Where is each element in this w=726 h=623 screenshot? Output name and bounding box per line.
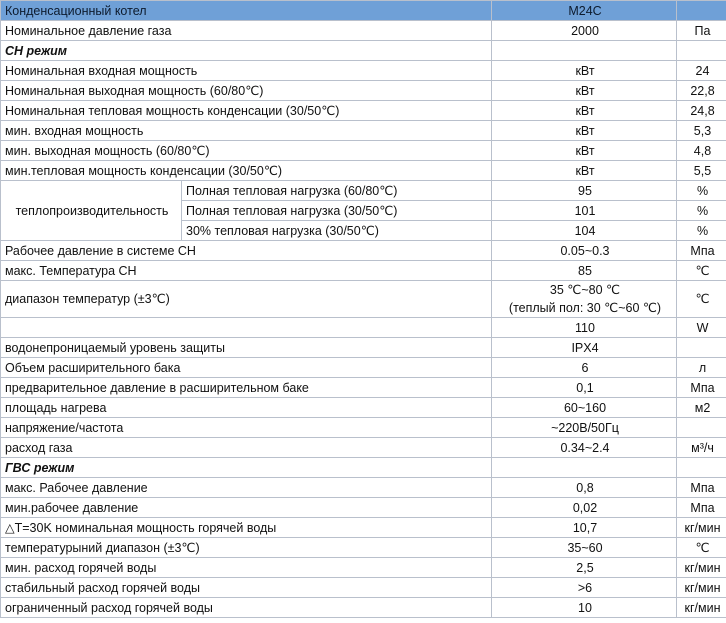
- ch-rows-a: [1, 61, 726, 181]
- table-row: [1, 438, 726, 458]
- table-row: [1, 241, 726, 261]
- row-value: 0,02: [492, 498, 677, 518]
- row-value: 110: [492, 318, 677, 338]
- table-row: [1, 338, 726, 358]
- section-row-ch: [1, 41, 726, 61]
- table-row: [1, 281, 726, 318]
- row-unit: ℃: [677, 261, 726, 281]
- row-value: 2000: [492, 21, 677, 41]
- temp-range-group: [1, 281, 726, 318]
- row-label: мин. выходная мощность (60/80℃): [1, 141, 492, 161]
- efficiency-label: теплопроизводительность: [1, 181, 182, 241]
- row-unit: кг/мин: [677, 578, 726, 598]
- row-unit: 5,3: [677, 121, 726, 141]
- row-label: диапазон температур (±3℃): [1, 281, 492, 318]
- row-value: 2,5: [492, 558, 677, 578]
- table-row: [1, 81, 726, 101]
- table-row: [1, 498, 726, 518]
- table-row: [1, 261, 726, 281]
- row-value: кВт: [492, 121, 677, 141]
- dhw-rows: [1, 478, 726, 618]
- row-value: 6: [492, 358, 677, 378]
- table-row: [1, 378, 726, 398]
- row-label: Рабочее давление в системе СН: [1, 241, 492, 261]
- table-header-row: [1, 1, 726, 21]
- row-label: стабильный расход горячей воды: [1, 578, 492, 598]
- row-label: макс. Рабочее давление: [1, 478, 492, 498]
- row-unit: кг/мин: [677, 598, 726, 618]
- header-name: Конденсационный котел: [1, 1, 492, 21]
- table-row: [1, 181, 726, 201]
- section-title-ch: СН режим: [1, 41, 492, 61]
- row-label: мин. входная мощность: [1, 121, 492, 141]
- section-title-dhw: ГВС режим: [1, 458, 492, 478]
- header-unit: [677, 1, 726, 21]
- row-label: Номинальная тепловая мощность конденсации (30/50℃): [1, 101, 492, 121]
- temp-range-main: 35 ℃~80 ℃: [549, 283, 621, 297]
- row-unit: м³/ч: [677, 438, 726, 458]
- header-model: M24C: [492, 1, 677, 21]
- row-label: мин.тепловая мощность конденсации (30/50℃): [1, 161, 492, 181]
- table-row: [1, 21, 726, 41]
- row-label: предварительное давление в расширительном баке: [1, 378, 492, 398]
- row-unit: %: [677, 201, 726, 221]
- table-row: [1, 161, 726, 181]
- table-row: [1, 61, 726, 81]
- row-unit: Па: [677, 21, 726, 41]
- row-label: водонепроницаемый уровень защиты: [1, 338, 492, 358]
- row-label: Объем расширительного бака: [1, 358, 492, 378]
- row-value: кВт: [492, 141, 677, 161]
- row-sublabel: 30% тепловая нагрузка (30/50℃): [182, 221, 492, 241]
- row-unit: л: [677, 358, 726, 378]
- row-label: напряжение/частота: [1, 418, 492, 438]
- table-row: [1, 518, 726, 538]
- row-unit: Мпа: [677, 498, 726, 518]
- row-unit: кг/мин: [677, 518, 726, 538]
- row-unit: ℃: [677, 538, 726, 558]
- ch-rows-c: [1, 318, 726, 458]
- row-value: ~220В/50Гц: [492, 418, 677, 438]
- row-label: Номинальная входная мощность: [1, 61, 492, 81]
- table-row: [1, 318, 726, 338]
- row-label: мин. расход горячей воды: [1, 558, 492, 578]
- row-value: 10: [492, 598, 677, 618]
- row-value: кВт: [492, 61, 677, 81]
- row-value: 35~60: [492, 538, 677, 558]
- row-value: кВт: [492, 161, 677, 181]
- row-unit: 4,8: [677, 141, 726, 161]
- row-unit: Мпа: [677, 378, 726, 398]
- row-label: Номинальное давление газа: [1, 21, 492, 41]
- row-value: [492, 281, 677, 318]
- temp-range-floor: (теплый пол: 30 ℃~60 ℃): [508, 301, 662, 315]
- row-unit: [677, 338, 726, 358]
- row-unit: W: [677, 318, 726, 338]
- row-unit: кг/мин: [677, 558, 726, 578]
- row-unit: %: [677, 221, 726, 241]
- row-label: площадь нагрева: [1, 398, 492, 418]
- efficiency-group: [1, 181, 726, 241]
- row-value: 10,7: [492, 518, 677, 538]
- row-label: [1, 318, 492, 338]
- row-label: расход газа: [1, 438, 492, 458]
- table-row: [1, 358, 726, 378]
- row-value: кВт: [492, 101, 677, 121]
- row-label: △T=30K номинальная мощность горячей воды: [1, 518, 492, 538]
- table-row: [1, 598, 726, 618]
- row-unit: [677, 418, 726, 438]
- row-sublabel: Полная тепловая нагрузка (30/50℃): [182, 201, 492, 221]
- table-row: [1, 398, 726, 418]
- row-value: кВт: [492, 81, 677, 101]
- row-label: температурыний диапазон (±3℃): [1, 538, 492, 558]
- table-row: [1, 578, 726, 598]
- row-unit: 24,8: [677, 101, 726, 121]
- table-row: [1, 538, 726, 558]
- row-value: 95: [492, 181, 677, 201]
- row-value: 0.05~0.3: [492, 241, 677, 261]
- section-row-dhw: [1, 458, 726, 478]
- row-unit: Мпа: [677, 478, 726, 498]
- row-value: 60~160: [492, 398, 677, 418]
- row-value: 85: [492, 261, 677, 281]
- row-unit: 24: [677, 61, 726, 81]
- row-unit: 22,8: [677, 81, 726, 101]
- table-row: [1, 101, 726, 121]
- row-value: 0,8: [492, 478, 677, 498]
- row-unit: Мпа: [677, 241, 726, 261]
- ch-rows-b: [1, 241, 726, 281]
- table-row: [1, 418, 726, 438]
- row-value: 0.34~2.4: [492, 438, 677, 458]
- row-label: Номинальная выходная мощность (60/80℃): [1, 81, 492, 101]
- row-unit: %: [677, 181, 726, 201]
- row-sublabel: Полная тепловая нагрузка (60/80℃): [182, 181, 492, 201]
- table-row: [1, 478, 726, 498]
- table-row: [1, 141, 726, 161]
- row-value: IPX4: [492, 338, 677, 358]
- row-unit: 5,5: [677, 161, 726, 181]
- row-label: мин.рабочее давление: [1, 498, 492, 518]
- table-row: [1, 121, 726, 141]
- row-value: >6: [492, 578, 677, 598]
- row-label: ограниченный расход горячей воды: [1, 598, 492, 618]
- row-label: макс. Температура СН: [1, 261, 492, 281]
- table-row: [1, 558, 726, 578]
- row-value: 104: [492, 221, 677, 241]
- row-value: 101: [492, 201, 677, 221]
- row-unit: ℃: [677, 281, 726, 318]
- row-value: 0,1: [492, 378, 677, 398]
- row-unit: м2: [677, 398, 726, 418]
